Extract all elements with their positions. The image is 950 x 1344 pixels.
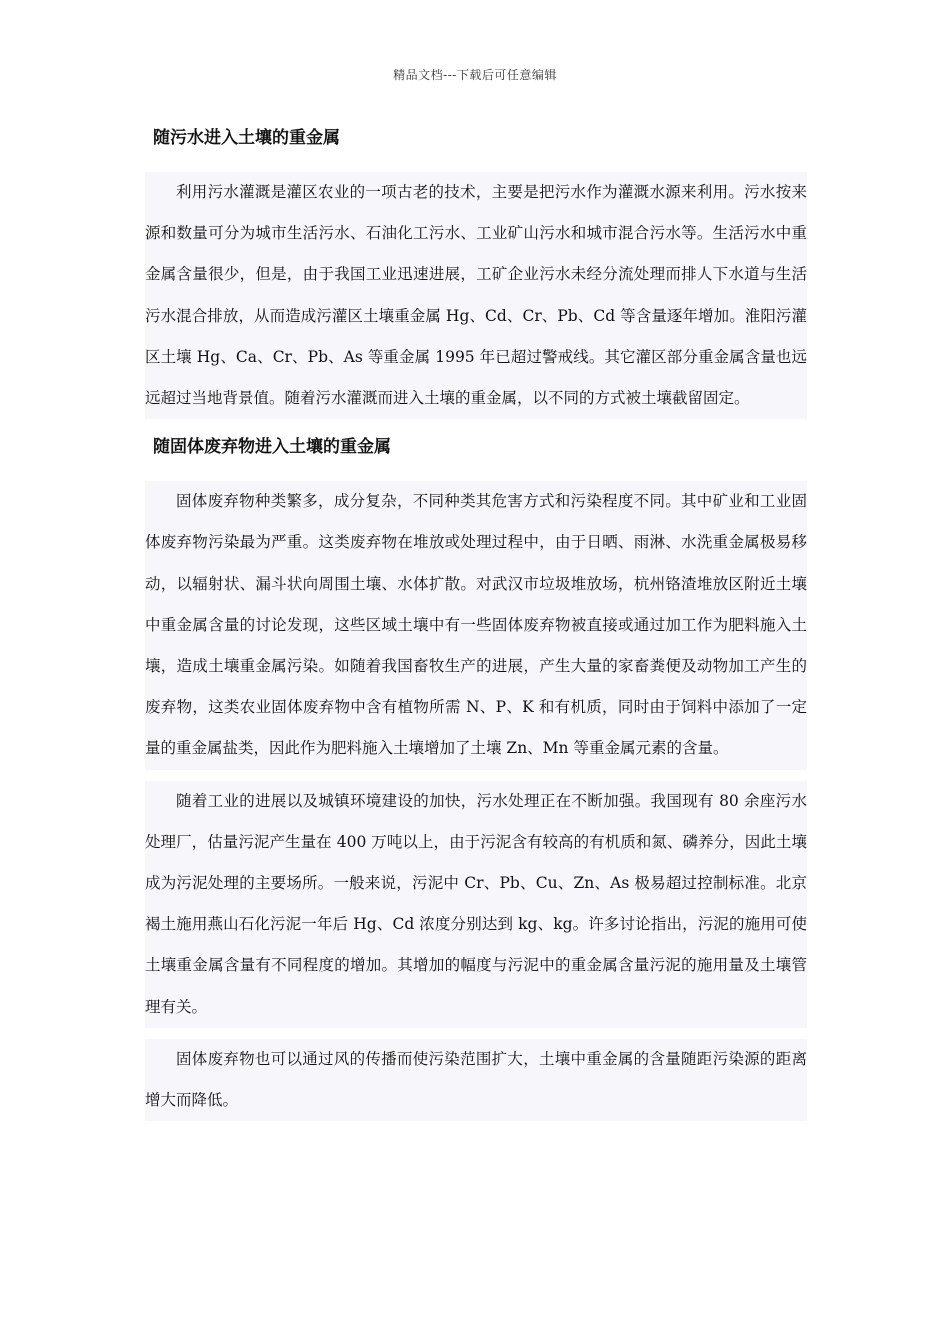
document-body <box>145 122 807 1121</box>
section-heading-solid-waste: 随固体废弃物进入土壤的重金属 <box>153 437 391 458</box>
paragraph-solid-waste: 固体废弃物种类繁多，成分复杂，不同种类其危害方式和污染程度不同。其中矿业和工业固体废弃物污染最为严重。这类废弃物在堆放或处理过程中，由于日晒、雨淋、水洗重金属极易移动，以辐射状、漏斗状向周围土壤、水体扩散。对武汉市垃圾堆放场，杭州铬渣堆放区附近土壤中重金属含量的讨论发现，这些区域土壤中有一些固体废弃物被直接或通过加工作为肥料施入土壤，造成土壤重金属污染。如随着我国畜牧生产的进展，产生大量的家畜粪便及动物加工产生的废弃物，这类农业固体废弃物中含有植物所需 N、P、K 和有机质，同时由于饲料中添加了一定量的重金属盐类，因此作为肥料施入土壤增加了土壤 Zn、Mn 等重金属元素的含量。 <box>145 481 807 769</box>
page-header: 精品文档---下载后可任意编辑 <box>393 68 557 82</box>
paragraph-wind-spread: 固体废弃物也可以通过风的传播而使污染范围扩大，土壤中重金属的含量随距污染源的距离增大而降低。 <box>145 1039 807 1121</box>
paragraph-sludge: 随着工业的进展以及城镇环境建设的加快，污水处理正在不断加强。我国现有 80 余座污水处理厂，估量污泥产生量在 400 万吨以上，由于污泥含有较高的有机质和氮、磷养分，因此土壤成为污泥处理的主要场所。一般来说，污泥中 Cr、Pb、Cu、Zn、As 极易超过控制标准。北京褐土施用燕山石化污泥一年后 Hg、Cd 浓度分别达到 kg、kg。许多讨论指出，污泥的施用可使土壤重金属含量有不同程度的增加。其增加的幅度与污泥中的重金属含量污泥的施用量及土壤管理有关。 <box>145 781 807 1028</box>
section-heading-sewage: 随污水进入土壤的重金属 <box>153 128 340 148</box>
paragraph-sewage: 利用污水灌溉是灌区农业的一项古老的技术，主要是把污水作为灌溉水源来利用。污水按来源和数量可分为城市生活污水、石油化工污水、工业矿山污水和城市混合污水等。生活污水中重金属含量很少，但是，由于我国工业迅速进展，工矿企业污水未经分流处理而排人下水道与生活污水混合排放，从而造成污灌区土壤重金属 Hg、Cd、Cr、Pb、Cd 等含量逐年增加。淮阳污灌区土壤 Hg、Ca、Cr、Pb、As 等重金属 1995 年已超过警戒线。其它灌区部分重金属含量也远远超过当地背景值。随着污水灌溉而进入土壤的重金属，以不同的方式被土壤截留固定。 <box>145 172 807 419</box>
